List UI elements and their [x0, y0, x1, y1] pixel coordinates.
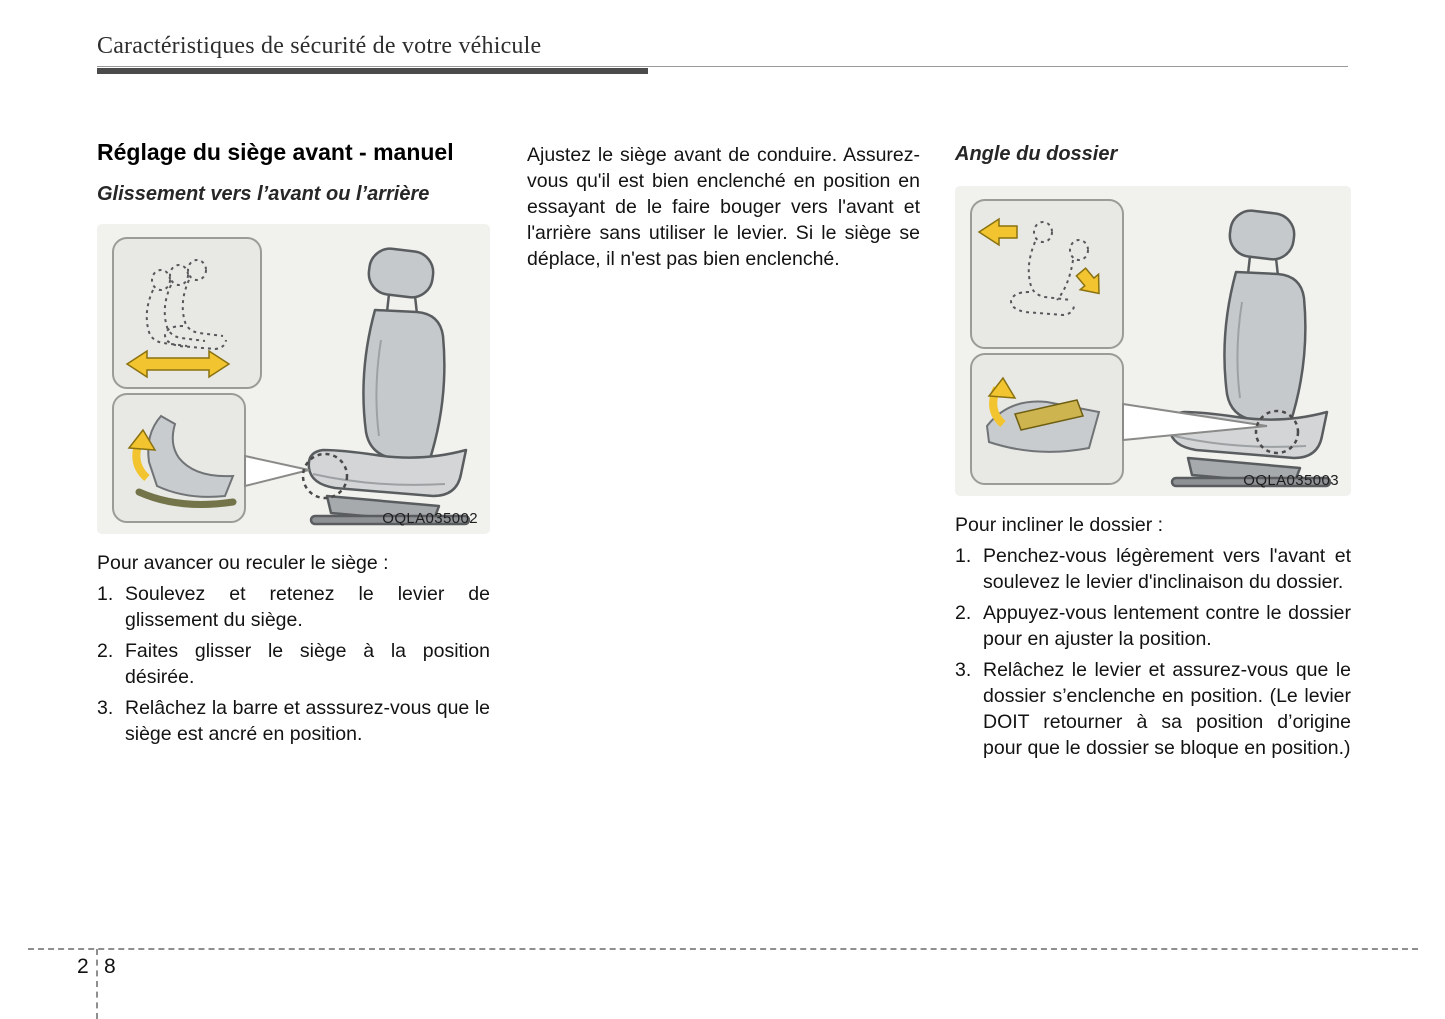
figure-code: OQLA035002	[382, 510, 478, 527]
figure-seat-slide	[97, 224, 490, 534]
figure-seat-recline	[955, 186, 1351, 496]
recline-positions-inset	[971, 200, 1123, 348]
list-intro-slide: Pour avancer ou reculer le siège :	[97, 552, 389, 574]
list-item: 2. Faites glisser le siège à la position désirée.	[97, 640, 490, 688]
page-number: 8	[104, 955, 116, 978]
footer-dashed-line	[28, 948, 1418, 950]
column-middle	[527, 142, 920, 272]
slide-lever-inset	[113, 394, 245, 522]
list-item: 1. Penchez-vous légèrement vers l'avant et soulevez le levier d'inclinaison du dossier.	[955, 545, 1351, 593]
recline-lever-inset	[971, 354, 1123, 484]
header-rule-thin	[97, 66, 1348, 67]
check-paragraph: Ajustez le siège avant de conduire. Assurez-vous qu'il est bien enclenché en position en essayant de le faire bouger vers l'avant et l'arrière sans utiliser le levier. Si le siège se déplace, il n'est pas bien enclenché.	[527, 144, 920, 270]
subsection-heading-recline: Angle du dossier	[955, 143, 1118, 165]
seat-recline-illustration	[955, 186, 1351, 496]
list-intro-recline: Pour incliner le dossier :	[955, 514, 1164, 536]
list-item: 3. Relâchez la barre et asssurez-vous que le siège est ancré en position.	[97, 697, 490, 745]
column-left	[97, 138, 490, 747]
section-heading: Réglage du siège avant - manuel	[97, 139, 454, 165]
seat-slide-illustration	[97, 224, 490, 534]
list-item: 2. Appuyez-vous lentement contre le dossier pour en ajuster la position.	[955, 602, 1351, 650]
slide-positions-inset	[113, 238, 261, 388]
chapter-title: Caractéristiques de sécurité de votre véhicule	[97, 33, 542, 59]
subsection-heading-slide: Glissement vers l’avant ou l’arrière	[97, 183, 430, 205]
list-item: 1. Soulevez et retenez le levier de glissement du siège.	[97, 583, 490, 631]
footer-vertical-dashes	[96, 949, 98, 1019]
list-item: 3. Relâchez le levier et assurez-vous que le dossier s’enclenche en position. (Le levier DOIT retourner à sa position d’origine pour que le dossier se bloque en position.)	[955, 659, 1351, 759]
header-rule-thick	[97, 68, 648, 74]
chapter-number: 2	[77, 955, 89, 978]
figure-code: OQLA035003	[1243, 472, 1339, 489]
steps-list-recline	[955, 543, 1351, 761]
steps-list-slide	[97, 581, 490, 747]
column-right	[955, 142, 1351, 761]
